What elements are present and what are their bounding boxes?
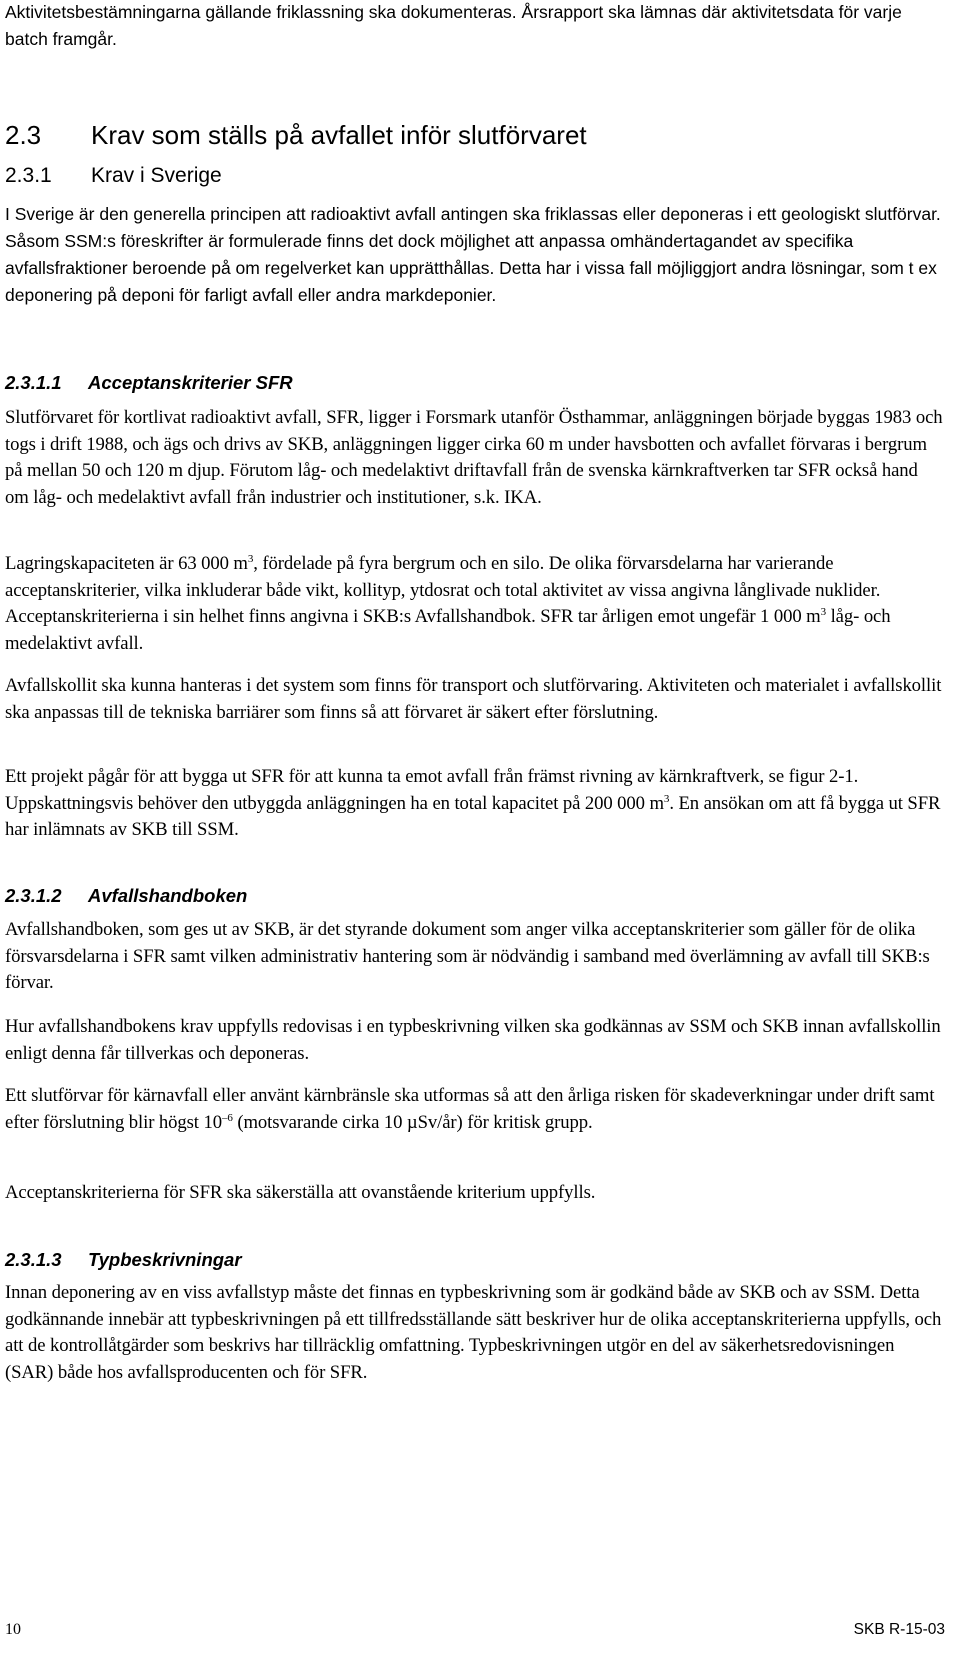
section-heading-2-3-1-2 [5, 883, 945, 909]
section-number: 2.3.1.1 [5, 372, 62, 393]
text-run: Ett slutförvar för kärnavfall eller använt kärnbränsle ska utformas så att den årliga risken för skadeverkningar under drift samt efter förslutning blir högst 10 [5, 1085, 935, 1133]
section-number: 2.3.1.2 [5, 885, 62, 906]
section-heading-2-3-1-1 [5, 370, 945, 396]
text-run: låg- och medelaktivt avfall. [5, 606, 891, 654]
sfr-paragraph-3: Avfallskollit ska kunna hanteras i det system som finns för transport och slutförvaring. Aktiviteten och materialet i avfallskollit ska anpassas till de tekniska barriärer som finns så att förvaret är säkert efter förslutning. [5, 675, 942, 723]
section-number: 2.3.1.3 [5, 1249, 62, 1270]
avfallshandboken-paragraph-2: Hur avfallshandbokens krav uppfylls redovisas i en typbeskrivning vilken ska godkännas av SSM och SKB innan avfallskollin enligt denna får tillverkas och deponeras. [5, 1016, 941, 1064]
document-id: SKB R-15-03 [853, 1621, 945, 1638]
sfr-paragraph-4 [5, 764, 945, 844]
section-number: 2.3 [5, 120, 42, 150]
superscript: –6 [221, 1111, 233, 1124]
superscript: 3 [663, 792, 670, 805]
avfallshandboken-paragraph-4: Acceptanskriterierna för SFR ska säkerställa att ovanstående kriterium uppfylls. [5, 1182, 596, 1203]
page-number: 10 [5, 1621, 21, 1638]
sfr-paragraph-2 [5, 551, 945, 657]
superscript: 3 [820, 606, 827, 619]
section-title: Krav som ställs på avfallet inför slutförvaret [91, 120, 587, 150]
section-heading-2-3-1 [5, 162, 945, 190]
text-run: Ett projekt pågår för att bygga ut SFR för att kunna ta emot avfall från främst rivning av kärnkraftverk, se figur 2-1. Uppskattningsvis behöver den utbyggda anläggningen ha en total kapacitet på 200 000 m [5, 766, 859, 814]
intro-paragraph: Aktivitetsbestämningarna gällande friklassning ska dokumenteras. Årsrapport ska lämnas där aktivitetsdata för varje batch framgår. [5, 2, 902, 49]
text-run: . En ansökan om att få bygga ut SFR har inlämnats av SKB till SSM. [5, 792, 941, 841]
superscript: 3 [247, 553, 254, 565]
text-run: Lagringskapaciteten är 63 000 m [5, 553, 248, 574]
section-title: Avfallshandboken [88, 885, 248, 906]
section-title: Acceptanskriterier SFR [88, 372, 293, 393]
section-number: 2.3.1 [5, 164, 52, 187]
text-run: , fördelade på fyra bergrum och en silo. De olika förvarsdelarna har varierande acceptanskriterier, vilka inkluderar både vikt, kollityp, ytdosrat och total aktivitet av vissa angivna långlivade nuklider. Acceptanskriterierna i sin helhet finns angivna i SKB:s Avfallshandbok. SFR tar årligen emot ungefär 1 000 m [5, 553, 881, 628]
text-run: (motsvarande cirka 10 µSv/år) för kritisk grupp. [232, 1111, 593, 1133]
section-title: Typbeskrivningar [88, 1249, 242, 1270]
avfallshandboken-paragraph-3 [5, 1083, 945, 1136]
typbeskrivningar-paragraph: Innan deponering av en viss avfallstyp måste det finnas en typbeskrivning som är godkänd både av SKB och av SSM. Detta godkännande innebär att typbeskrivningen på ett tillfredsställande sätt beskriver hur de olika acceptanskriterierna uppfylls, och att de kontrollåtgärder som beskrivs har tillräcklig omfattning. Typbeskrivningen utgör en del av säkerhetsredovisningen (SAR) både hos avfallsproducenten och för SFR. [5, 1282, 942, 1383]
sverige-paragraph: I Sverige är den generella principen att radioaktivt avfall antingen ska friklassas eller deponeras i ett geologiskt slutförvar. Såsom SSM:s föreskrifter är formulerade finns det dock möjlighet att anpassa omhändertagandet av specifika avfallsfraktioner beroende på om regelverket kan upprätthållas. Detta har i vissa fall möjliggjort andra lösningar, som t ex deponering på deponi för farligt avfall eller andra markdeponier. [5, 204, 941, 305]
avfallshandboken-paragraph-1: Avfallshandboken, som ges ut av SKB, är det styrande dokument som anger vilka acceptanskriterier som gäller för de olika försvarsdelarna i SFR samt vilken administrativ hantering som är nödvändig i samband med överlämning av avfall till SKB:s förvar. [5, 919, 930, 994]
section-heading-2-3 [5, 119, 945, 151]
sfr-paragraph-1: Slutförvaret för kortlivat radioaktivt avfall, SFR, ligger i Forsmark utanför Östhammar, anläggningen började byggas 1983 och togs i drift 1988, och ägs och drivs av SKB, anläggningen ligger cirka 60 m under havsbotten och avfallet förvaras i bergrum på mellan 50 och 120 m djup. Förutom låg- och medelaktivt driftavfall från de svenska kärnkraftverken tar SFR också hand om låg- och medelaktivt avfall från industrier och institutioner, s.k. IKA. [5, 407, 943, 508]
section-heading-2-3-1-3 [5, 1247, 945, 1273]
section-title: Krav i Sverige [91, 164, 222, 187]
